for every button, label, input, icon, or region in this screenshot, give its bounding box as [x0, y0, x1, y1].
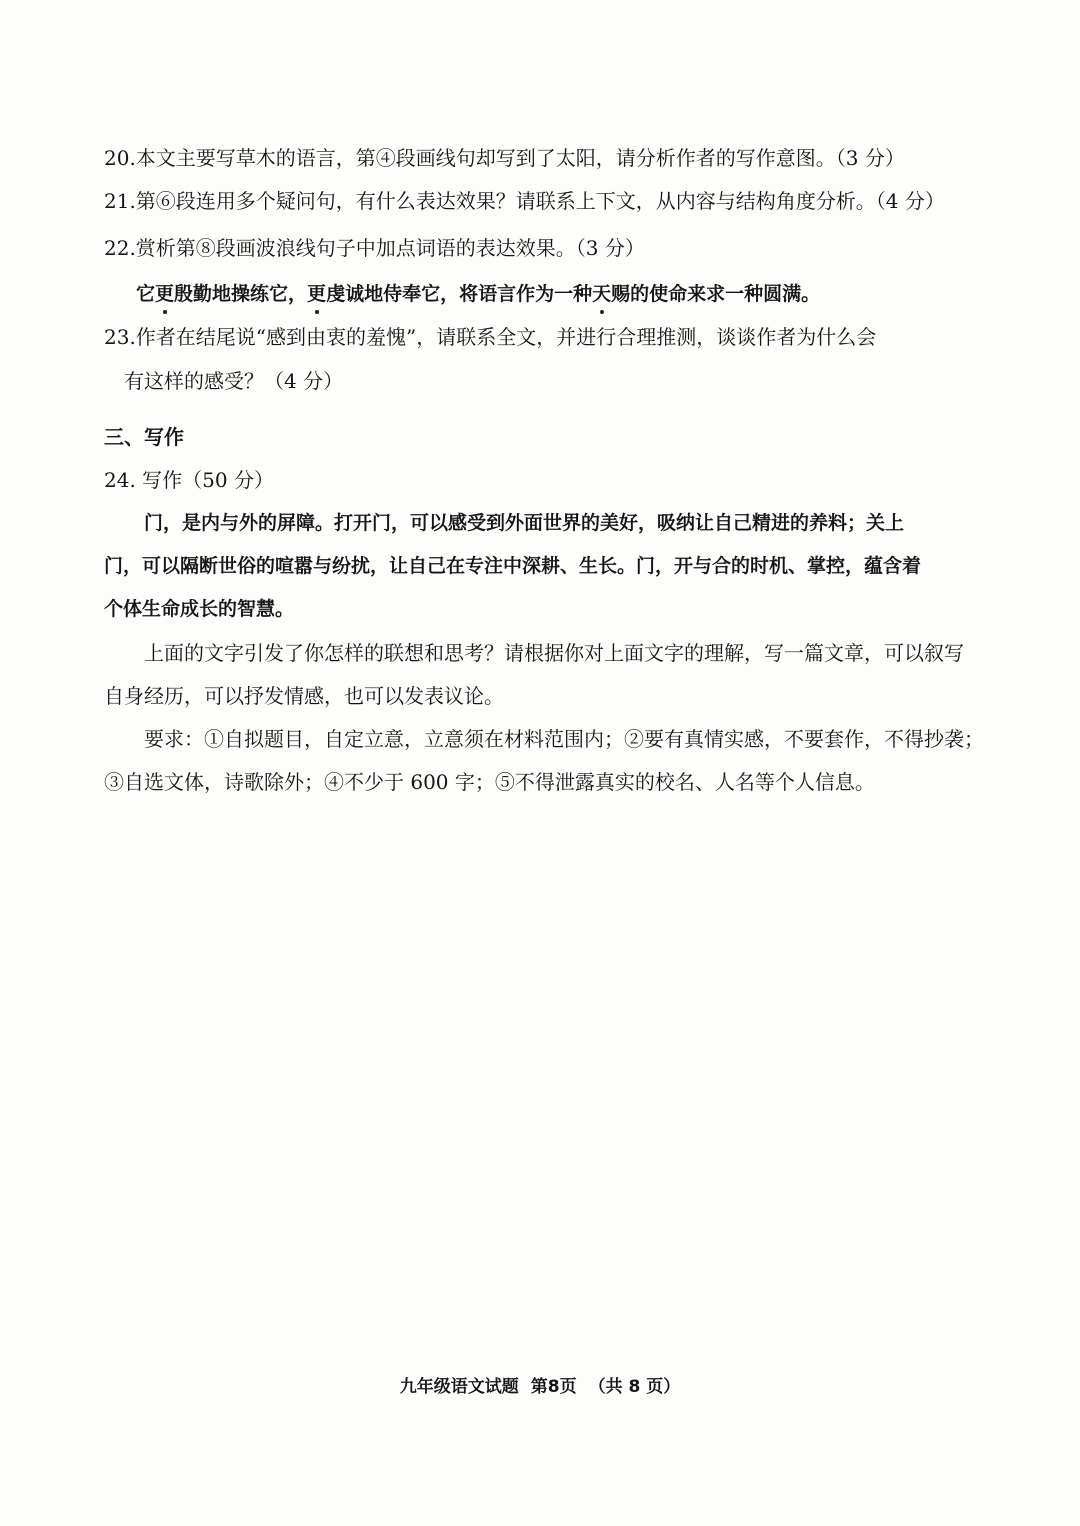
sentence-part-4: 赐的使命来求一种圆满。 — [611, 283, 821, 305]
writing-material-line-2: 门，可以隔断世俗的喧嚣与纷扰，让自己在专注中深耕、生长。门，开与合的时机、掌控，蕴含着 — [104, 555, 922, 577]
question-24-title: 24. 写作（50 分） — [104, 468, 274, 492]
sentence-part-3: 虔诚地侍奉它，将语言作为一种 — [326, 283, 593, 305]
writing-prompt-line-2: 自身经历，可以抒发情感，也可以发表议论。 — [104, 684, 504, 708]
sentence-part-2: 殷勤地操练它， — [174, 283, 308, 305]
dotted-word-1: 更 — [155, 280, 174, 308]
section-heading-writing: 三、写作 — [104, 425, 184, 449]
footer-page-number: 第8页 — [530, 1377, 577, 1397]
writing-material-line-3: 个体生命成长的智慧。 — [104, 598, 295, 620]
question-23-line-2: 有这样的感受？（4 分） — [124, 369, 344, 393]
sentence-part-1: 它 — [136, 283, 156, 305]
question-22-quoted-sentence — [136, 280, 820, 308]
footer-subject: 九年级语文试题 — [399, 1377, 519, 1397]
question-23-line-1: 23.作者在结尾说“感到由衷的羞愧”，请联系全文，并进行合理推测，谈谈作者为什么会 — [104, 325, 877, 349]
writing-requirements-line-1: 要求：①自拟题目，自定立意，立意须在材料范围内；②要有真情实感，不要套作，不得抄袭； — [144, 727, 984, 751]
question-21: 21.第⑥段连用多个疑问句，有什么表达效果？请联系上下文，从内容与结构角度分析。（4 分） — [104, 189, 945, 213]
dotted-word-2: 更 — [307, 280, 326, 308]
writing-prompt-line-1: 上面的文字引发了你怎样的联想和思考？请根据你对上面文字的理解，写一篇文章，可以叙写 — [144, 641, 964, 665]
question-22: 22.赏析第⑧段画波浪线句子中加点词语的表达效果。（3 分） — [104, 236, 645, 260]
writing-material-line-1: 门，是内与外的屏障。打开门，可以感受到外面世界的美好，吸纳让自己精进的养料；关上 — [144, 512, 905, 534]
footer-total-pages: （共 8 页） — [588, 1377, 681, 1397]
dotted-word-3: 天 — [592, 280, 611, 308]
question-20: 20.本文主要写草木的语言，第④段画线句却写到了太阳，请分析作者的写作意图。（3 分） — [104, 146, 905, 170]
page-footer — [0, 1372, 1080, 1397]
writing-requirements-line-2: ③自选文体，诗歌除外；④不少于 600 字；⑤不得泄露真实的校名、人名等个人信息。 — [104, 770, 875, 794]
